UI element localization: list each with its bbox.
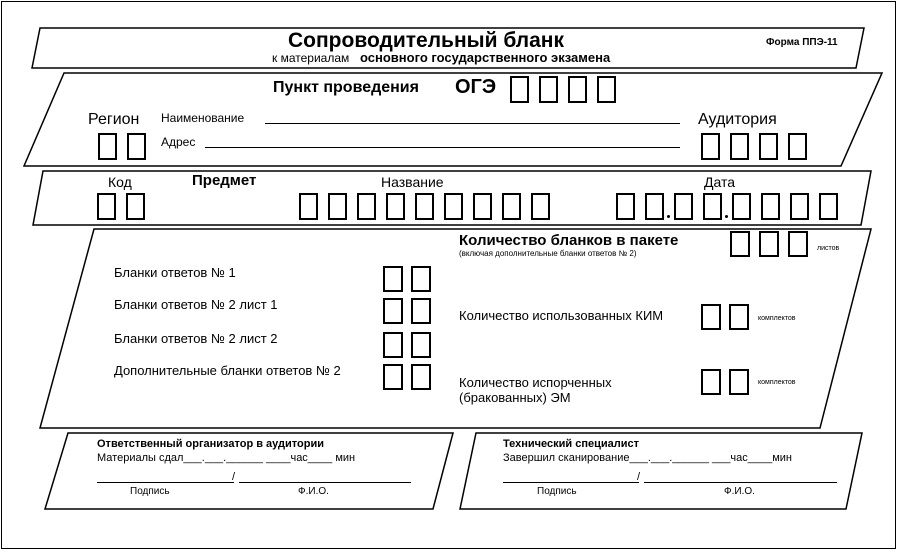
kim-unit: комплектов xyxy=(758,315,796,322)
answer-sheet-2-page-2-label: Бланки ответов № 2 лист 2 xyxy=(114,331,278,346)
code-label: Код xyxy=(108,174,132,190)
date-cell[interactable] xyxy=(674,193,693,220)
subtitle-prefix: к материалам xyxy=(272,51,350,65)
date-label: Дата xyxy=(704,174,736,190)
tech-signature-label: Подпись xyxy=(537,486,577,497)
subject-name-cell[interactable] xyxy=(357,193,376,220)
point-label: Пункт проведения xyxy=(273,79,419,96)
date-cell[interactable] xyxy=(616,193,635,220)
organizer-title: Ответственный организатор в аудитории xyxy=(97,438,324,450)
subtitle-exam: основного государственного экзамена xyxy=(360,50,611,65)
scanning-finished-line[interactable]: Завершил сканирование___.___.______ ___час____мин xyxy=(503,452,792,464)
organizer-fio-line[interactable] xyxy=(239,482,411,483)
date-cell[interactable] xyxy=(790,193,809,220)
packet-count-cell[interactable] xyxy=(730,231,750,257)
spoiled-unit: комплектов xyxy=(758,379,796,386)
form-code: Форма ППЭ-11 xyxy=(766,37,838,48)
count-cell[interactable] xyxy=(411,298,431,324)
tech-specialist-title: Технический специалист xyxy=(503,438,640,450)
date-cell[interactable] xyxy=(761,193,780,220)
packet-count-label: Количество бланков в пакете xyxy=(459,232,679,249)
organizer-signature-label: Подпись xyxy=(130,486,170,497)
packet-count-cell[interactable] xyxy=(788,231,808,257)
count-cell[interactable] xyxy=(383,332,403,358)
materials-handed-line[interactable]: Материалы сдал___.___.______ ____час____ мин xyxy=(97,452,356,464)
date-cell[interactable] xyxy=(645,193,664,220)
auditorium-cell[interactable] xyxy=(701,133,720,160)
date-separator-dot xyxy=(667,215,670,218)
subject-name-cell[interactable] xyxy=(386,193,405,220)
date-separator-dot xyxy=(725,215,728,218)
subject-name-cell[interactable] xyxy=(415,193,434,220)
count-cell[interactable] xyxy=(383,364,403,390)
spoiled-label-line1: Количество испорченных xyxy=(459,375,612,390)
subject-code-cell[interactable] xyxy=(97,193,116,220)
exam-code: ОГЭ xyxy=(455,76,497,98)
region-cell[interactable] xyxy=(127,133,146,160)
count-cell[interactable] xyxy=(411,266,431,292)
additional-answer-sheets-label: Дополнительные бланки ответов № 2 xyxy=(114,363,341,378)
kim-used-cell[interactable] xyxy=(701,304,721,330)
count-cell[interactable] xyxy=(411,364,431,390)
subject-name-cell[interactable] xyxy=(299,193,318,220)
name-line[interactable] xyxy=(265,123,680,124)
answer-sheet-1-label: Бланки ответов № 1 xyxy=(114,265,236,280)
signature-slash: / xyxy=(637,471,641,483)
sheets-unit: листов xyxy=(817,245,840,252)
kim-used-cell[interactable] xyxy=(729,304,749,330)
subject-name-cell[interactable] xyxy=(328,193,347,220)
subject-label: Предмет xyxy=(192,172,257,189)
subject-name-cell[interactable] xyxy=(502,193,521,220)
spoiled-cell[interactable] xyxy=(701,369,721,395)
address-label: Адрес xyxy=(161,135,196,149)
packet-count-note: (включая дополнительные бланки ответов № 2) xyxy=(459,249,637,258)
date-cell[interactable] xyxy=(819,193,838,220)
title-label: Название xyxy=(381,174,444,190)
tech-fio-line[interactable] xyxy=(644,482,837,483)
date-cell[interactable] xyxy=(703,193,722,220)
auditorium-cell[interactable] xyxy=(788,133,807,160)
organizer-fio-label: Ф.И.О. xyxy=(298,486,329,497)
spoiled-cell[interactable] xyxy=(729,369,749,395)
region-label: Регион xyxy=(88,111,140,128)
packet-count-cell[interactable] xyxy=(759,231,779,257)
auditorium-cell[interactable] xyxy=(730,133,749,160)
auditorium-label: Аудитория xyxy=(698,111,777,128)
count-cell[interactable] xyxy=(383,298,403,324)
auditorium-cell[interactable] xyxy=(759,133,778,160)
point-code-cell[interactable] xyxy=(568,76,587,103)
count-cell[interactable] xyxy=(411,332,431,358)
region-cell[interactable] xyxy=(98,133,117,160)
kim-used-label: Количество использованных КИМ xyxy=(459,308,664,323)
name-label: Наименование xyxy=(161,111,245,125)
point-code-cell[interactable] xyxy=(597,76,616,103)
organizer-signature-line[interactable] xyxy=(97,482,234,483)
signature-slash: / xyxy=(232,471,236,483)
subject-name-cell[interactable] xyxy=(531,193,550,220)
tech-fio-label: Ф.И.О. xyxy=(724,486,755,497)
spoiled-label-line2: (бракованных) ЭМ xyxy=(459,390,571,405)
address-line[interactable] xyxy=(205,147,680,148)
point-code-cell[interactable] xyxy=(539,76,558,103)
answer-sheet-2-page-1-label: Бланки ответов № 2 лист 1 xyxy=(114,297,278,312)
point-code-cell[interactable] xyxy=(510,76,529,103)
tech-signature-line[interactable] xyxy=(503,482,639,483)
subject-code-cell[interactable] xyxy=(126,193,145,220)
subject-name-cell[interactable] xyxy=(444,193,463,220)
form-title: Сопроводительный бланк xyxy=(288,29,564,52)
count-cell[interactable] xyxy=(383,266,403,292)
subject-name-cell[interactable] xyxy=(473,193,492,220)
date-cell[interactable] xyxy=(732,193,751,220)
